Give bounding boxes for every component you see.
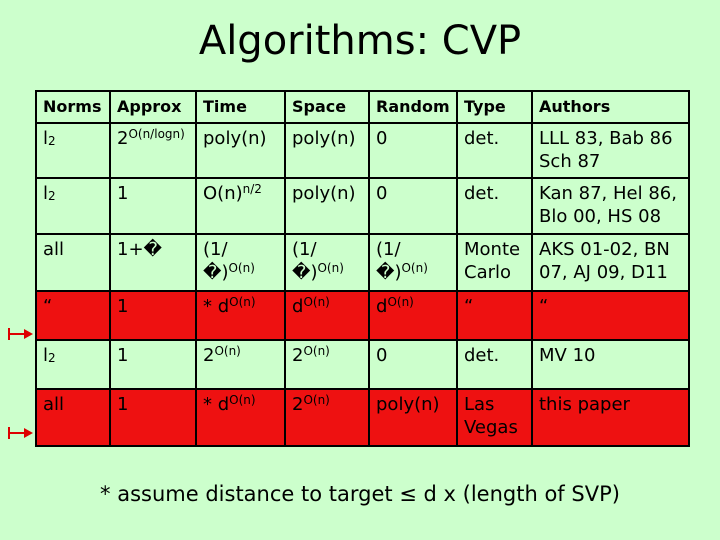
cell-authors: Kan 87, Hel 86, Blo 00, HS 08 — [532, 178, 689, 234]
cell-approx: 1 — [110, 291, 196, 340]
table-row — [36, 178, 689, 234]
header-row — [36, 91, 689, 123]
cell-random: 0 — [369, 123, 457, 178]
cell-norms: l2 — [36, 123, 110, 178]
arrow-right-icon — [8, 326, 34, 342]
cell-type: Las Vegas — [457, 389, 532, 446]
header-time: Time — [196, 91, 285, 123]
cell-random: $d^{O(n)}$ — [369, 291, 457, 340]
cell-approx: 1 — [110, 389, 196, 446]
header-random: Random — [369, 91, 457, 123]
cell-time: $O(n)^{n/2}$ — [196, 178, 285, 234]
table-row — [36, 340, 689, 389]
cell-space: (1/�)$^{O(n)}$ — [285, 234, 369, 291]
cell-norms: l2 — [36, 178, 110, 234]
cell-approx: $2^{O(n/logn)}$ — [110, 123, 196, 178]
cell-time: (1/�)$^{O(n)}$ — [196, 234, 285, 291]
cell-norms: l2 — [36, 340, 110, 389]
table-row-highlighted — [36, 389, 689, 446]
cell-type: det. — [457, 178, 532, 234]
header-type: Type — [457, 91, 532, 123]
cell-norms: all — [36, 389, 110, 446]
cell-authors: “ — [532, 291, 689, 340]
cell-type: “ — [457, 291, 532, 340]
cell-approx: 1 — [110, 178, 196, 234]
cell-time: poly(n) — [196, 123, 285, 178]
cell-space: $d^{O(n)}$ — [285, 291, 369, 340]
cell-norms: all — [36, 234, 110, 291]
cell-random: poly(n) — [369, 389, 457, 446]
cell-authors: this paper — [532, 389, 689, 446]
footnote: * assume distance to target ≤ d x (length of SVP) — [100, 482, 620, 506]
slide-title: Algorithms: CVP — [198, 18, 522, 64]
cell-norms: “ — [36, 291, 110, 340]
cell-authors: AKS 01-02, BN 07, AJ 09, D11 — [532, 234, 689, 291]
header-norms: Norms — [36, 91, 110, 123]
header-authors: Authors — [532, 91, 689, 123]
cell-approx: 1 — [110, 340, 196, 389]
cvp-algorithms-table — [35, 90, 690, 447]
table-row — [36, 234, 689, 291]
cell-space: poly(n) — [285, 178, 369, 234]
header-space: Space — [285, 91, 369, 123]
cell-time: $2^{O(n)}$ — [196, 340, 285, 389]
cell-type: det. — [457, 340, 532, 389]
cell-random: 0 — [369, 178, 457, 234]
cell-approx: 1+� — [110, 234, 196, 291]
cell-space: $2^{O(n)}$ — [285, 389, 369, 446]
cell-space: poly(n) — [285, 123, 369, 178]
table-row — [36, 123, 689, 178]
header-approx: Approx — [110, 91, 196, 123]
cell-space: $2^{O(n)}$ — [285, 340, 369, 389]
arrow-right-icon — [8, 425, 34, 441]
cell-random: (1/�)$^{O(n)}$ — [369, 234, 457, 291]
cell-type: det. — [457, 123, 532, 178]
cell-time: * $d^{O(n)}$ — [196, 291, 285, 340]
table-row-highlighted — [36, 291, 689, 340]
cell-time: * $d^{O(n)}$ — [196, 389, 285, 446]
cell-random: 0 — [369, 340, 457, 389]
cell-type: Monte Carlo — [457, 234, 532, 291]
cell-authors: LLL 83, Bab 86 Sch 87 — [532, 123, 689, 178]
cell-authors: MV 10 — [532, 340, 689, 389]
